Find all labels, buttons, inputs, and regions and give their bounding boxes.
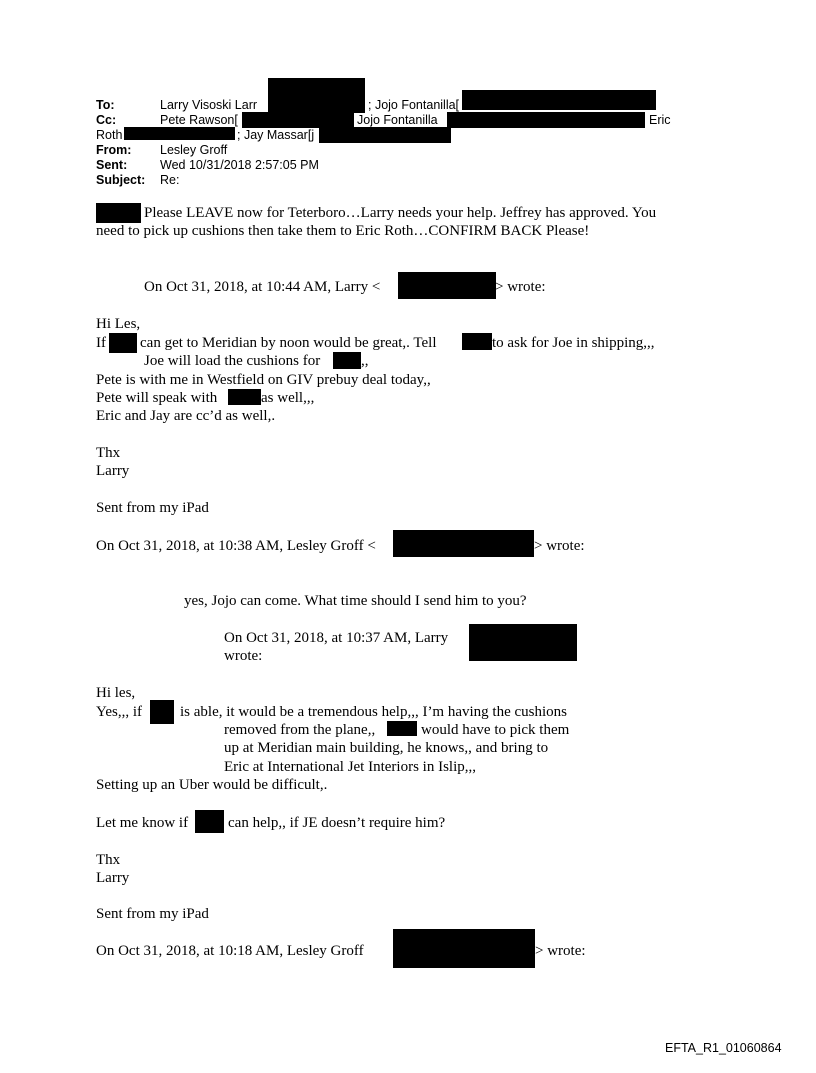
reply-line: Please LEAVE now for Teterboro…Larry needs your help. Jeffrey has approved. You	[144, 205, 657, 221]
message-greeting: Hi Les,	[96, 316, 141, 332]
signature: Larry	[96, 463, 130, 479]
sent-value: Wed 10/31/2018 2:57:05 PM	[160, 158, 319, 172]
redaction-block	[462, 333, 492, 350]
message-line: Yes,,, if	[96, 704, 142, 720]
cc-value: Pete Rawson[	[160, 113, 238, 127]
message-line: Pete will speak with	[96, 390, 218, 406]
quote-attribution: On Oct 31, 2018, at 10:38 AM, Lesley Groff <	[96, 538, 376, 554]
redaction-block	[228, 389, 261, 405]
message-line: ,,	[361, 353, 369, 369]
redaction-block	[393, 929, 535, 968]
redaction-block	[469, 624, 577, 661]
redaction-block	[393, 530, 534, 557]
cc-mid: Jojo Fontanilla	[357, 113, 438, 127]
to-value: Larry Visoski Larr	[160, 98, 258, 112]
message-line: is able, it would be a tremendous help,,, I’m having the cushions	[180, 704, 568, 720]
message-line: Eric and Jay are cc’d as well,.	[96, 408, 276, 424]
quote-attribution-tail: wrote:	[224, 648, 263, 664]
message-line: Eric at International Jet Interiors in Islip,,,	[224, 759, 477, 775]
message-line: up at Meridian main building, he knows,, and bring to	[224, 740, 549, 756]
signoff: Thx	[96, 445, 121, 461]
quote-attribution: On Oct 31, 2018, at 10:18 AM, Lesley Groff	[96, 943, 364, 959]
message-line: as well,,,	[261, 390, 315, 406]
redaction-block	[109, 333, 137, 353]
quote-attribution-tail: > wrote:	[534, 538, 585, 554]
redaction-block	[447, 112, 645, 128]
message-line: Setting up an Uber would be difficult,.	[96, 777, 328, 793]
quote-attribution-tail: > wrote:	[535, 943, 586, 959]
message-line: would have to pick them	[421, 722, 570, 738]
message-line: If	[96, 335, 106, 351]
to-label: To:	[96, 98, 115, 112]
quote-attribution-tail: > wrote:	[495, 279, 546, 295]
redaction-block	[242, 112, 354, 128]
cc-label: Cc:	[96, 113, 117, 127]
redaction-block	[462, 90, 656, 110]
cc-tail: Eric	[649, 113, 671, 127]
message-line: removed from the plane,,	[224, 722, 376, 738]
message-line: can help,, if JE doesn’t require him?	[228, 815, 446, 831]
from-value: Lesley Groff	[160, 143, 228, 157]
bates-number: EFTA_R1_01060864	[665, 1041, 782, 1055]
subject-label: Subject:	[96, 173, 146, 187]
redaction-block	[387, 721, 417, 736]
redaction-block	[333, 352, 361, 369]
message-line: Let me know if	[96, 815, 189, 831]
redaction-block	[150, 700, 174, 724]
redaction-block	[398, 272, 496, 299]
cc-continuation-tail: ; Jay Massar[j	[237, 128, 315, 142]
sent-from-device: Sent from my iPad	[96, 500, 209, 516]
signature: Larry	[96, 870, 130, 886]
quote-attribution: On Oct 31, 2018, at 10:37 AM, Larry	[224, 630, 449, 646]
redaction-block	[124, 127, 235, 140]
sent-label: Sent:	[96, 158, 128, 172]
sent-from-device: Sent from my iPad	[96, 906, 209, 922]
message-line: can get to Meridian by noon would be great,. Tell	[140, 335, 437, 351]
redaction-block	[195, 810, 224, 833]
message-greeting: Hi les,	[96, 685, 136, 701]
message-line: to ask for Joe in shipping,,,	[492, 335, 655, 351]
message-line: yes, Jojo can come. What time should I send him to you?	[184, 593, 527, 609]
reply-line: need to pick up cushions then take them to Eric Roth…CONFIRM BACK Please!	[96, 223, 590, 239]
quote-attribution: On Oct 31, 2018, at 10:44 AM, Larry <	[144, 279, 381, 295]
message-line: Pete is with me in Westfield on GIV prebuy deal today,,	[96, 372, 431, 388]
subject-value: Re:	[160, 173, 180, 187]
redaction-block	[319, 127, 451, 143]
redaction-block	[268, 78, 365, 113]
message-line: Joe will load the cushions for	[144, 353, 321, 369]
from-label: From:	[96, 143, 132, 157]
signoff: Thx	[96, 852, 121, 868]
cc-continuation: Roth	[96, 128, 123, 142]
to-tail: ; Jojo Fontanilla[	[368, 98, 460, 112]
redaction-block	[96, 203, 141, 223]
